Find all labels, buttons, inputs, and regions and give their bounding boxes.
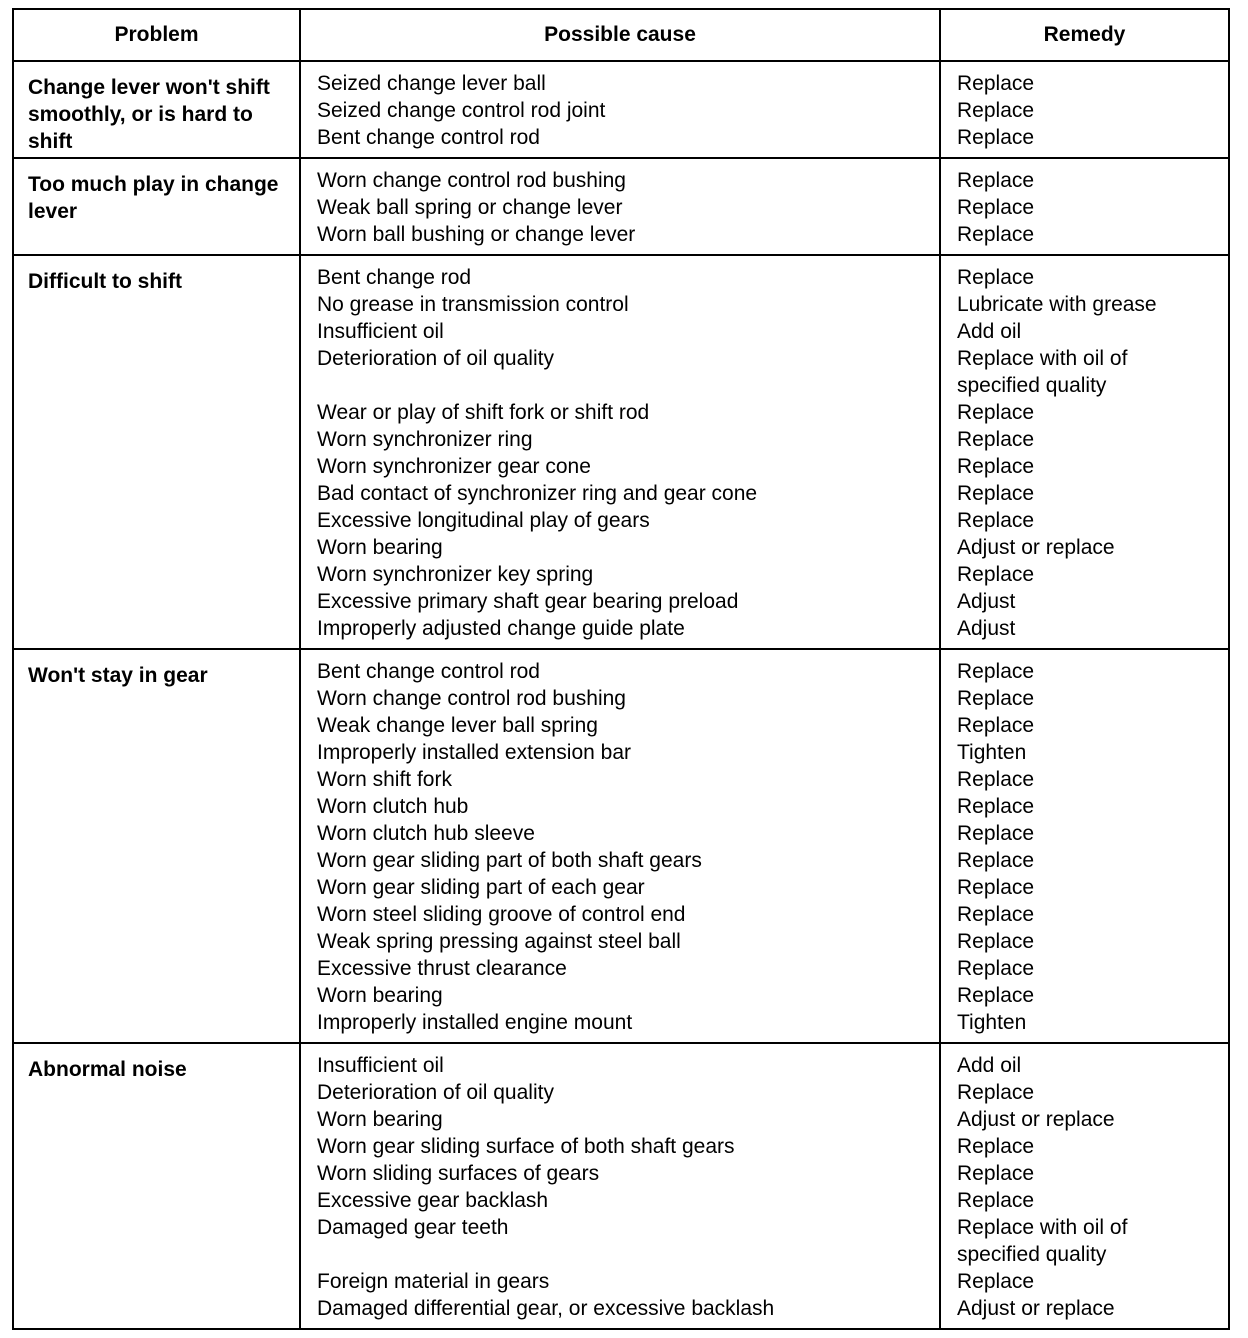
cause-line: Worn synchronizer key spring — [317, 563, 594, 586]
remedy-line: Replace — [957, 984, 1035, 1007]
remedy-line: Replace — [957, 822, 1035, 845]
header-remedy: Remedy — [940, 9, 1229, 61]
cause-line: Insufficient oil — [317, 1054, 444, 1077]
remedy-line: Replace — [957, 660, 1035, 683]
cause-line: Worn sliding surfaces of gears — [317, 1162, 600, 1185]
remedy-line: Replace — [957, 72, 1035, 95]
cause-line — [317, 1241, 931, 1268]
table-row — [13, 61, 1229, 158]
cause-line: Worn clutch hub sleeve — [317, 822, 535, 845]
cause-line: Bent change control rod — [317, 126, 540, 149]
cause-line: Bad contact of synchronizer ring and gear cone — [317, 482, 758, 505]
remedy-line: Replace — [957, 126, 1035, 149]
remedy-line: Replace — [957, 957, 1035, 980]
remedy-line: Replace — [957, 876, 1035, 899]
cause-line: Worn bearing — [317, 536, 443, 559]
cause-cell — [300, 649, 940, 1043]
remedy-line: Adjust or replace — [957, 536, 1115, 559]
problem-cell: Won't stay in gear — [13, 649, 300, 1043]
remedy-line: Replace with oil of — [957, 347, 1128, 370]
table-row — [13, 649, 1229, 1043]
remedy-line: Replace — [957, 1081, 1035, 1104]
remedy-line: Replace — [957, 266, 1035, 289]
cause-line: Worn bearing — [317, 1108, 443, 1131]
cause-line: Excessive longitudinal play of gears — [317, 509, 650, 532]
troubleshooting-table — [12, 8, 1230, 1330]
remedy-cell — [940, 649, 1229, 1043]
cause-line: Worn change control rod bushing — [317, 687, 626, 710]
cause-cell — [300, 255, 940, 649]
header-possible-cause: Possible cause — [300, 9, 940, 61]
remedy-line: Replace — [957, 714, 1035, 737]
cause-line: Foreign material in gears — [317, 1270, 550, 1293]
cause-line: Worn synchronizer ring — [317, 428, 533, 451]
remedy-line: Replace — [957, 196, 1035, 219]
remedy-line: Replace — [957, 1189, 1035, 1212]
cause-line: Worn shift fork — [317, 768, 452, 791]
cause-line: Weak ball spring or change lever — [317, 196, 623, 219]
cause-cell — [300, 158, 940, 255]
cause-cell — [300, 61, 940, 158]
remedy-cell — [940, 1043, 1229, 1329]
cause-line: Worn bearing — [317, 984, 443, 1007]
remedy-line: Replace — [957, 223, 1035, 246]
cause-line: Weak spring pressing against steel ball — [317, 930, 681, 953]
cause-line: Worn gear sliding part of each gear — [317, 876, 645, 899]
remedy-line: Replace with oil of — [957, 1216, 1128, 1239]
table-row — [13, 255, 1229, 649]
table-row — [13, 158, 1229, 255]
remedy-line: Replace — [957, 930, 1035, 953]
table-body — [13, 61, 1229, 1329]
cause-line: Weak change lever ball spring — [317, 714, 598, 737]
table-row — [13, 1043, 1229, 1329]
remedy-line: specified quality — [957, 1243, 1107, 1266]
cause-line: Worn gear sliding surface of both shaft gears — [317, 1135, 735, 1158]
remedy-cell — [940, 158, 1229, 255]
remedy-line: Replace — [957, 1135, 1035, 1158]
cause-line: Improperly installed extension bar — [317, 741, 631, 764]
remedy-line: Replace — [957, 169, 1035, 192]
cause-cell — [300, 1043, 940, 1329]
remedy-line: Replace — [957, 849, 1035, 872]
remedy-line: Add oil — [957, 1054, 1022, 1077]
remedy-line: Replace — [957, 455, 1035, 478]
cause-line: Worn steel sliding groove of control end — [317, 903, 686, 926]
cause-line: Deterioration of oil quality — [317, 1081, 554, 1104]
cause-line: No grease in transmission control — [317, 293, 629, 316]
cause-line: Seized change lever ball — [317, 72, 546, 95]
problem-cell: Abnormal noise — [13, 1043, 300, 1329]
remedy-line: Replace — [957, 768, 1035, 791]
remedy-line: Adjust or replace — [957, 1297, 1115, 1320]
remedy-line: Replace — [957, 687, 1035, 710]
cause-line: Improperly installed engine mount — [317, 1011, 633, 1034]
remedy-line: Adjust — [957, 617, 1016, 640]
remedy-line: Replace — [957, 1162, 1035, 1185]
cause-line: Excessive primary shaft gear bearing preload — [317, 590, 739, 613]
remedy-line: Replace — [957, 1270, 1035, 1293]
cause-line: Bent change rod — [317, 266, 472, 289]
cause-line: Worn clutch hub — [317, 795, 469, 818]
remedy-line: Replace — [957, 903, 1035, 926]
cause-line: Worn ball bushing or change lever — [317, 223, 636, 246]
problem-cell: Difficult to shift — [13, 255, 300, 649]
cause-line: Excessive gear backlash — [317, 1189, 549, 1212]
cause-line — [317, 372, 931, 399]
remedy-line: Replace — [957, 563, 1035, 586]
header-problem: Problem — [13, 9, 300, 61]
remedy-line: Replace — [957, 795, 1035, 818]
remedy-line: Replace — [957, 99, 1035, 122]
remedy-line: Add oil — [957, 320, 1022, 343]
cause-line: Damaged differential gear, or excessive backlash — [317, 1297, 775, 1320]
cause-line: Wear or play of shift fork or shift rod — [317, 401, 650, 424]
problem-cell: Change lever won't shift smoothly, or is hard to shift — [13, 61, 300, 158]
remedy-line: Replace — [957, 401, 1035, 424]
cause-line: Worn gear sliding part of both shaft gears — [317, 849, 702, 872]
remedy-line: Lubricate with grease — [957, 293, 1157, 316]
table-header-row — [13, 9, 1229, 61]
remedy-line: Adjust — [957, 590, 1016, 613]
cause-line: Seized change control rod joint — [317, 99, 606, 122]
cause-line: Bent change control rod — [317, 660, 540, 683]
cause-line: Insufficient oil — [317, 320, 444, 343]
remedy-line: Tighten — [957, 741, 1027, 764]
cause-line: Worn synchronizer gear cone — [317, 455, 591, 478]
cause-line: Worn change control rod bushing — [317, 169, 626, 192]
remedy-line: Replace — [957, 509, 1035, 532]
remedy-line: Replace — [957, 428, 1035, 451]
cause-line: Excessive thrust clearance — [317, 957, 567, 980]
cause-line: Deterioration of oil quality — [317, 347, 554, 370]
cause-line: Damaged gear teeth — [317, 1216, 509, 1239]
remedy-cell — [940, 255, 1229, 649]
cause-line: Improperly adjusted change guide plate — [317, 617, 685, 640]
remedy-line: specified quality — [957, 374, 1107, 397]
remedy-cell — [940, 61, 1229, 158]
remedy-line: Replace — [957, 482, 1035, 505]
remedy-line: Adjust or replace — [957, 1108, 1115, 1131]
problem-cell: Too much play in change lever — [13, 158, 300, 255]
remedy-line: Tighten — [957, 1011, 1027, 1034]
